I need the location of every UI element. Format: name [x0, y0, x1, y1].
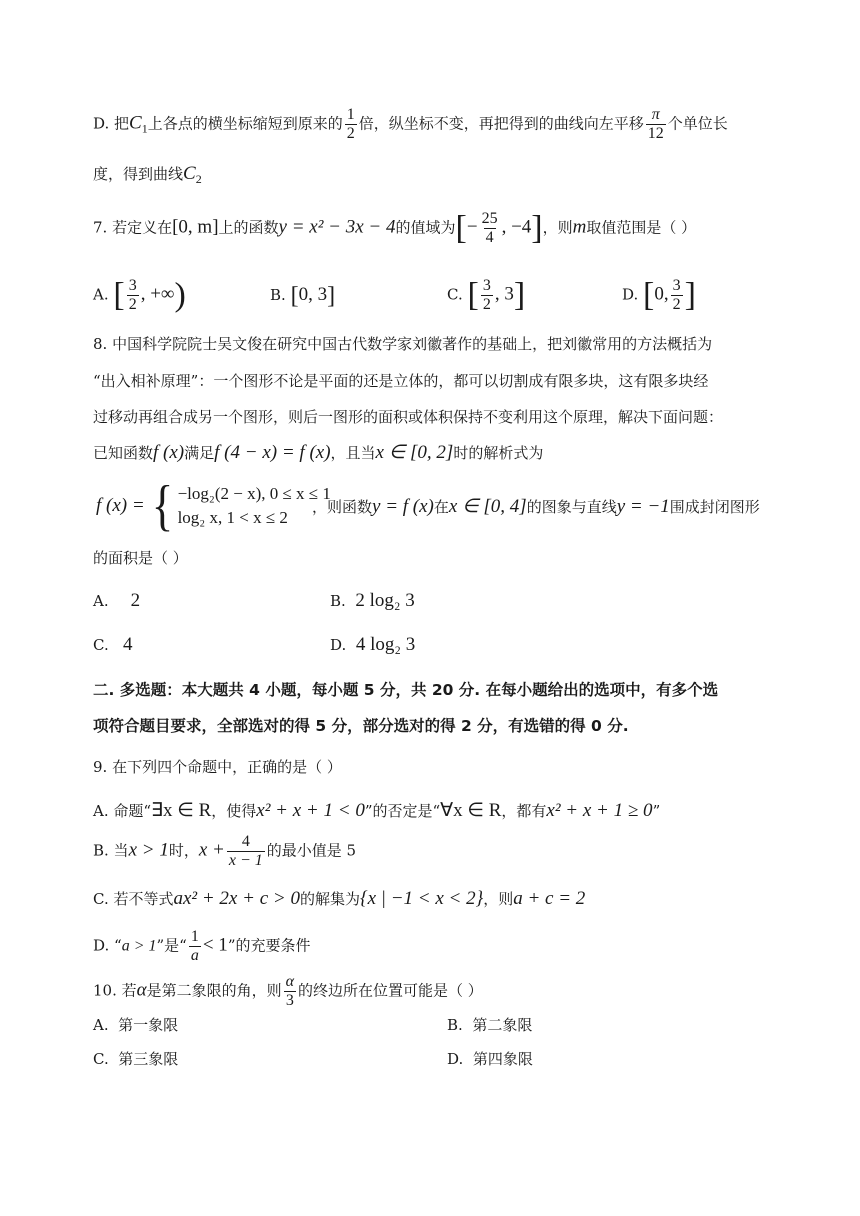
- q8-text: 已知函数: [93, 444, 154, 462]
- q9-a-expr: ∃x ∈ R: [151, 800, 212, 821]
- bracket: [: [290, 283, 299, 309]
- q9-text: A. 命题“: [93, 802, 152, 820]
- q7-text: 取值范围是（ ）: [586, 218, 697, 237]
- bracket: ]: [327, 283, 336, 309]
- q9-text: ”的充要条件: [227, 936, 311, 955]
- option-label: B.: [330, 592, 346, 610]
- option-value: 2 log₂ 3: [355, 590, 415, 611]
- q8-option-d[interactable]: [330, 635, 415, 654]
- q9-c-res: a + c = 2: [513, 888, 586, 909]
- minus-sign: −: [466, 216, 478, 238]
- q9-text: D. “: [93, 936, 122, 955]
- q8-eq: f (4 − x) = f (x): [214, 442, 331, 463]
- frac-num: 4: [241, 833, 250, 850]
- brace: {: [151, 475, 173, 537]
- q9-c-set: {x | −1 < x < 2}: [359, 888, 484, 909]
- q8-text: 围成封闭图形: [669, 498, 760, 516]
- q9-a-expr: ∀x ∈ R: [440, 800, 502, 821]
- q9-text: 的解集为: [299, 890, 360, 908]
- option-text: 第三象限: [118, 1050, 179, 1068]
- frac-den: 12: [647, 125, 664, 142]
- q8-line-eq: y = −1: [616, 496, 670, 517]
- q6-d-text: D. 把: [93, 114, 130, 133]
- frac-num: 1: [346, 106, 355, 123]
- q8-line4: [93, 443, 543, 462]
- q7-text: ，则: [542, 218, 573, 237]
- frac-num: α: [285, 973, 295, 990]
- q8-option-a[interactable]: [93, 591, 140, 610]
- option-label: D.: [330, 636, 347, 654]
- q9-text: ，都有: [501, 802, 547, 820]
- q10-option-c[interactable]: [93, 1052, 178, 1067]
- option-label: A.: [93, 592, 109, 610]
- option-value: 4: [123, 634, 133, 655]
- frac-den: 2: [482, 296, 491, 313]
- q8-text: 的图象与直线: [526, 498, 617, 516]
- q8-option-b[interactable]: [330, 591, 415, 610]
- q9-b-x: x +: [198, 839, 225, 861]
- q8-text: ，且当: [330, 444, 376, 462]
- q7-a-frac: [127, 277, 139, 314]
- q9-option-b[interactable]: [93, 833, 356, 870]
- q10-option-b[interactable]: [447, 1018, 532, 1033]
- frac-den: x − 1: [228, 852, 263, 869]
- q9-text: ”: [652, 802, 661, 820]
- option-label: D.: [447, 1050, 464, 1068]
- q7-range-frac: [480, 210, 500, 247]
- section2-heading-line2: 项符合题目要求，全部选对的得 5 分，部分选对的得 2 分，有选错的得 0 分.: [93, 717, 629, 735]
- frac-num: 3: [128, 277, 137, 294]
- q9-a-expr: x² + x + 1 < 0: [256, 800, 365, 821]
- q7-func: y = x² − 3x − 4: [278, 216, 396, 238]
- bracket: [: [113, 276, 125, 314]
- option-value: 4 log₂ 3: [355, 634, 416, 655]
- q6-d-c1-sub: 1: [141, 121, 148, 136]
- q6-d-text: 个单位长: [667, 114, 728, 133]
- option-value: , +∞: [140, 283, 175, 305]
- frac-num: 3: [482, 277, 491, 294]
- q6-d-half-frac: [345, 106, 357, 143]
- q9-stem: 9. 在下列四个命题中，正确的是（ ）: [93, 758, 342, 776]
- bracket: ): [174, 276, 186, 314]
- option-label: D.: [622, 285, 639, 304]
- q8-case2: log₂ x, 1 < x ≤ 2: [177, 508, 288, 527]
- q8-text: 在: [433, 498, 449, 516]
- q6-d-c1: C: [129, 112, 142, 134]
- q9-a-expr: x² + x + 1 ≥ 0: [546, 800, 653, 821]
- frac-num: π: [651, 106, 660, 123]
- q6-option-d-line1: [93, 106, 728, 143]
- q10-text: 是第二象限的角，则: [146, 981, 282, 1000]
- q9-option-a[interactable]: [93, 801, 660, 820]
- q8-piecewise: [96, 475, 331, 537]
- q8-piece-lhs: f (x) =: [96, 495, 145, 516]
- q7-option-c[interactable]: [447, 277, 525, 314]
- option-text: 第二象限: [472, 1016, 533, 1034]
- q10-stem: [93, 973, 483, 1010]
- option-text: 第四象限: [472, 1050, 533, 1068]
- frac-num: 1: [190, 928, 199, 945]
- q10-option-a[interactable]: [93, 1018, 178, 1033]
- q6-option-d-line2: [93, 164, 202, 185]
- frac-den: 2: [346, 125, 355, 142]
- q8-line1: 8. 中国科学院院士吴文俊在研究中国古代数学家刘徽著作的基础上，把刘徽常用的方法概括为: [93, 335, 713, 353]
- q8-dom: x ∈ [0, 4]: [448, 496, 527, 517]
- frac-num: 25: [481, 210, 498, 227]
- q9-text: 时，: [168, 841, 199, 860]
- bracket: [: [643, 276, 655, 314]
- q9-text: ”是“: [156, 936, 187, 955]
- q7-range-bracket-right: ]: [531, 209, 543, 247]
- q8-text: 时的解析式为: [453, 444, 544, 462]
- q8-f: f (x): [153, 442, 185, 463]
- q6-d-c2-sub: 2: [195, 172, 202, 186]
- bracket: ]: [513, 276, 526, 314]
- q6-d-c2: C: [183, 163, 196, 184]
- q7-stem: [93, 210, 696, 247]
- q9-option-c[interactable]: [93, 889, 585, 908]
- option-value: 0, 3: [298, 284, 328, 305]
- q7-range-bracket-left: [: [455, 209, 467, 247]
- option-value: 2: [130, 590, 141, 611]
- option-value: , 3: [494, 283, 514, 305]
- q8-line3: 过移动再组合成另一个图形，则后一图形的面积或体积保持不变利用这个原理，解决下面问题：: [93, 408, 724, 426]
- frac-den: 4: [485, 229, 494, 246]
- bracket: ]: [684, 276, 696, 314]
- q6-d-text: 上各点的横坐标缩短到原来的: [147, 114, 343, 133]
- option-text: 第一象限: [118, 1016, 179, 1034]
- q7-var-m: m: [572, 216, 587, 238]
- frac-den: 3: [285, 992, 294, 1009]
- q7-option-a[interactable]: [93, 277, 186, 314]
- option-label: B.: [270, 286, 286, 304]
- q9-text: ，则: [483, 890, 514, 908]
- option-label: B.: [447, 1016, 463, 1034]
- q7-option-d[interactable]: [622, 277, 696, 314]
- q8-cases: [178, 484, 331, 528]
- frac-num: 3: [672, 277, 681, 294]
- q8-case1: −log₂(2 − x), 0 ≤ x ≤ 1: [177, 484, 331, 503]
- q7-text: 7. 若定义在: [93, 218, 173, 237]
- q6-d-text: 度，得到曲线: [93, 165, 184, 183]
- section2-heading-line1: 二. 多选题：本大题共 4 小题，每小题 5 分，共 20 分. 在每小题给出的选项中，有多个选: [93, 681, 719, 699]
- q8-text: 满足: [184, 444, 215, 462]
- option-label: A.: [93, 1016, 109, 1034]
- q9-d-frac: [189, 928, 201, 965]
- q7-domain: [0, m]: [172, 216, 219, 238]
- frac-den: 2: [672, 296, 681, 313]
- q8-cond: x ∈ [0, 2]: [375, 442, 454, 463]
- q9-option-d[interactable]: [93, 928, 310, 965]
- q8-line5: [312, 497, 760, 516]
- bracket: [: [467, 276, 479, 314]
- q8-text: ，则函数: [312, 498, 373, 516]
- q8-line6: 的面积是（ ）: [93, 549, 188, 567]
- q9-text: 的最小值是 5: [266, 841, 357, 860]
- frac-den: a: [190, 947, 199, 964]
- q9-d-expr: a > 1: [121, 937, 157, 955]
- option-label: A.: [93, 285, 109, 304]
- q10-text: 10. 若: [93, 981, 137, 1000]
- q10-option-d[interactable]: [447, 1052, 533, 1067]
- q8-func: y = f (x): [372, 496, 434, 517]
- q10-alpha: α: [136, 979, 147, 1001]
- q8-option-c[interactable]: [93, 635, 133, 654]
- q9-b-frac: [227, 833, 265, 870]
- q9-text: B. 当: [93, 841, 129, 860]
- q6-d-shift-frac: [646, 106, 666, 143]
- option-label: C.: [93, 636, 109, 654]
- q10-frac: [284, 973, 296, 1010]
- q10-text: 的终边所在位置可能是（ ）: [298, 981, 483, 1000]
- option-label: C.: [93, 1050, 109, 1068]
- q9-text: ，使得: [211, 802, 257, 820]
- q7-d-frac: [671, 277, 683, 314]
- q9-text: C. 若不等式: [93, 890, 174, 908]
- frac-den: 2: [128, 296, 137, 313]
- q7-text: 上的函数: [218, 218, 279, 237]
- q7-c-frac: [481, 277, 493, 314]
- q9-text: ”的否定是“: [364, 802, 441, 820]
- q7-range-rest: , −4: [501, 216, 532, 238]
- q7-option-b[interactable]: [270, 284, 335, 308]
- q9-b-cond: x > 1: [128, 839, 169, 861]
- q9-d-expr: < 1: [202, 934, 228, 956]
- option-label: C.: [447, 285, 463, 304]
- q8-line2: “出入相补原理”：一个图形不论是平面的还是立体的，都可以切割成有限多块，这有限多块经: [93, 372, 709, 390]
- q7-text: 的值域为: [395, 218, 456, 237]
- option-value: 0,: [654, 283, 669, 305]
- q9-c-ineq: ax² + 2x + c > 0: [173, 888, 300, 909]
- q6-d-text: 倍，纵坐标不变，再把得到的曲线向左平移: [358, 114, 644, 133]
